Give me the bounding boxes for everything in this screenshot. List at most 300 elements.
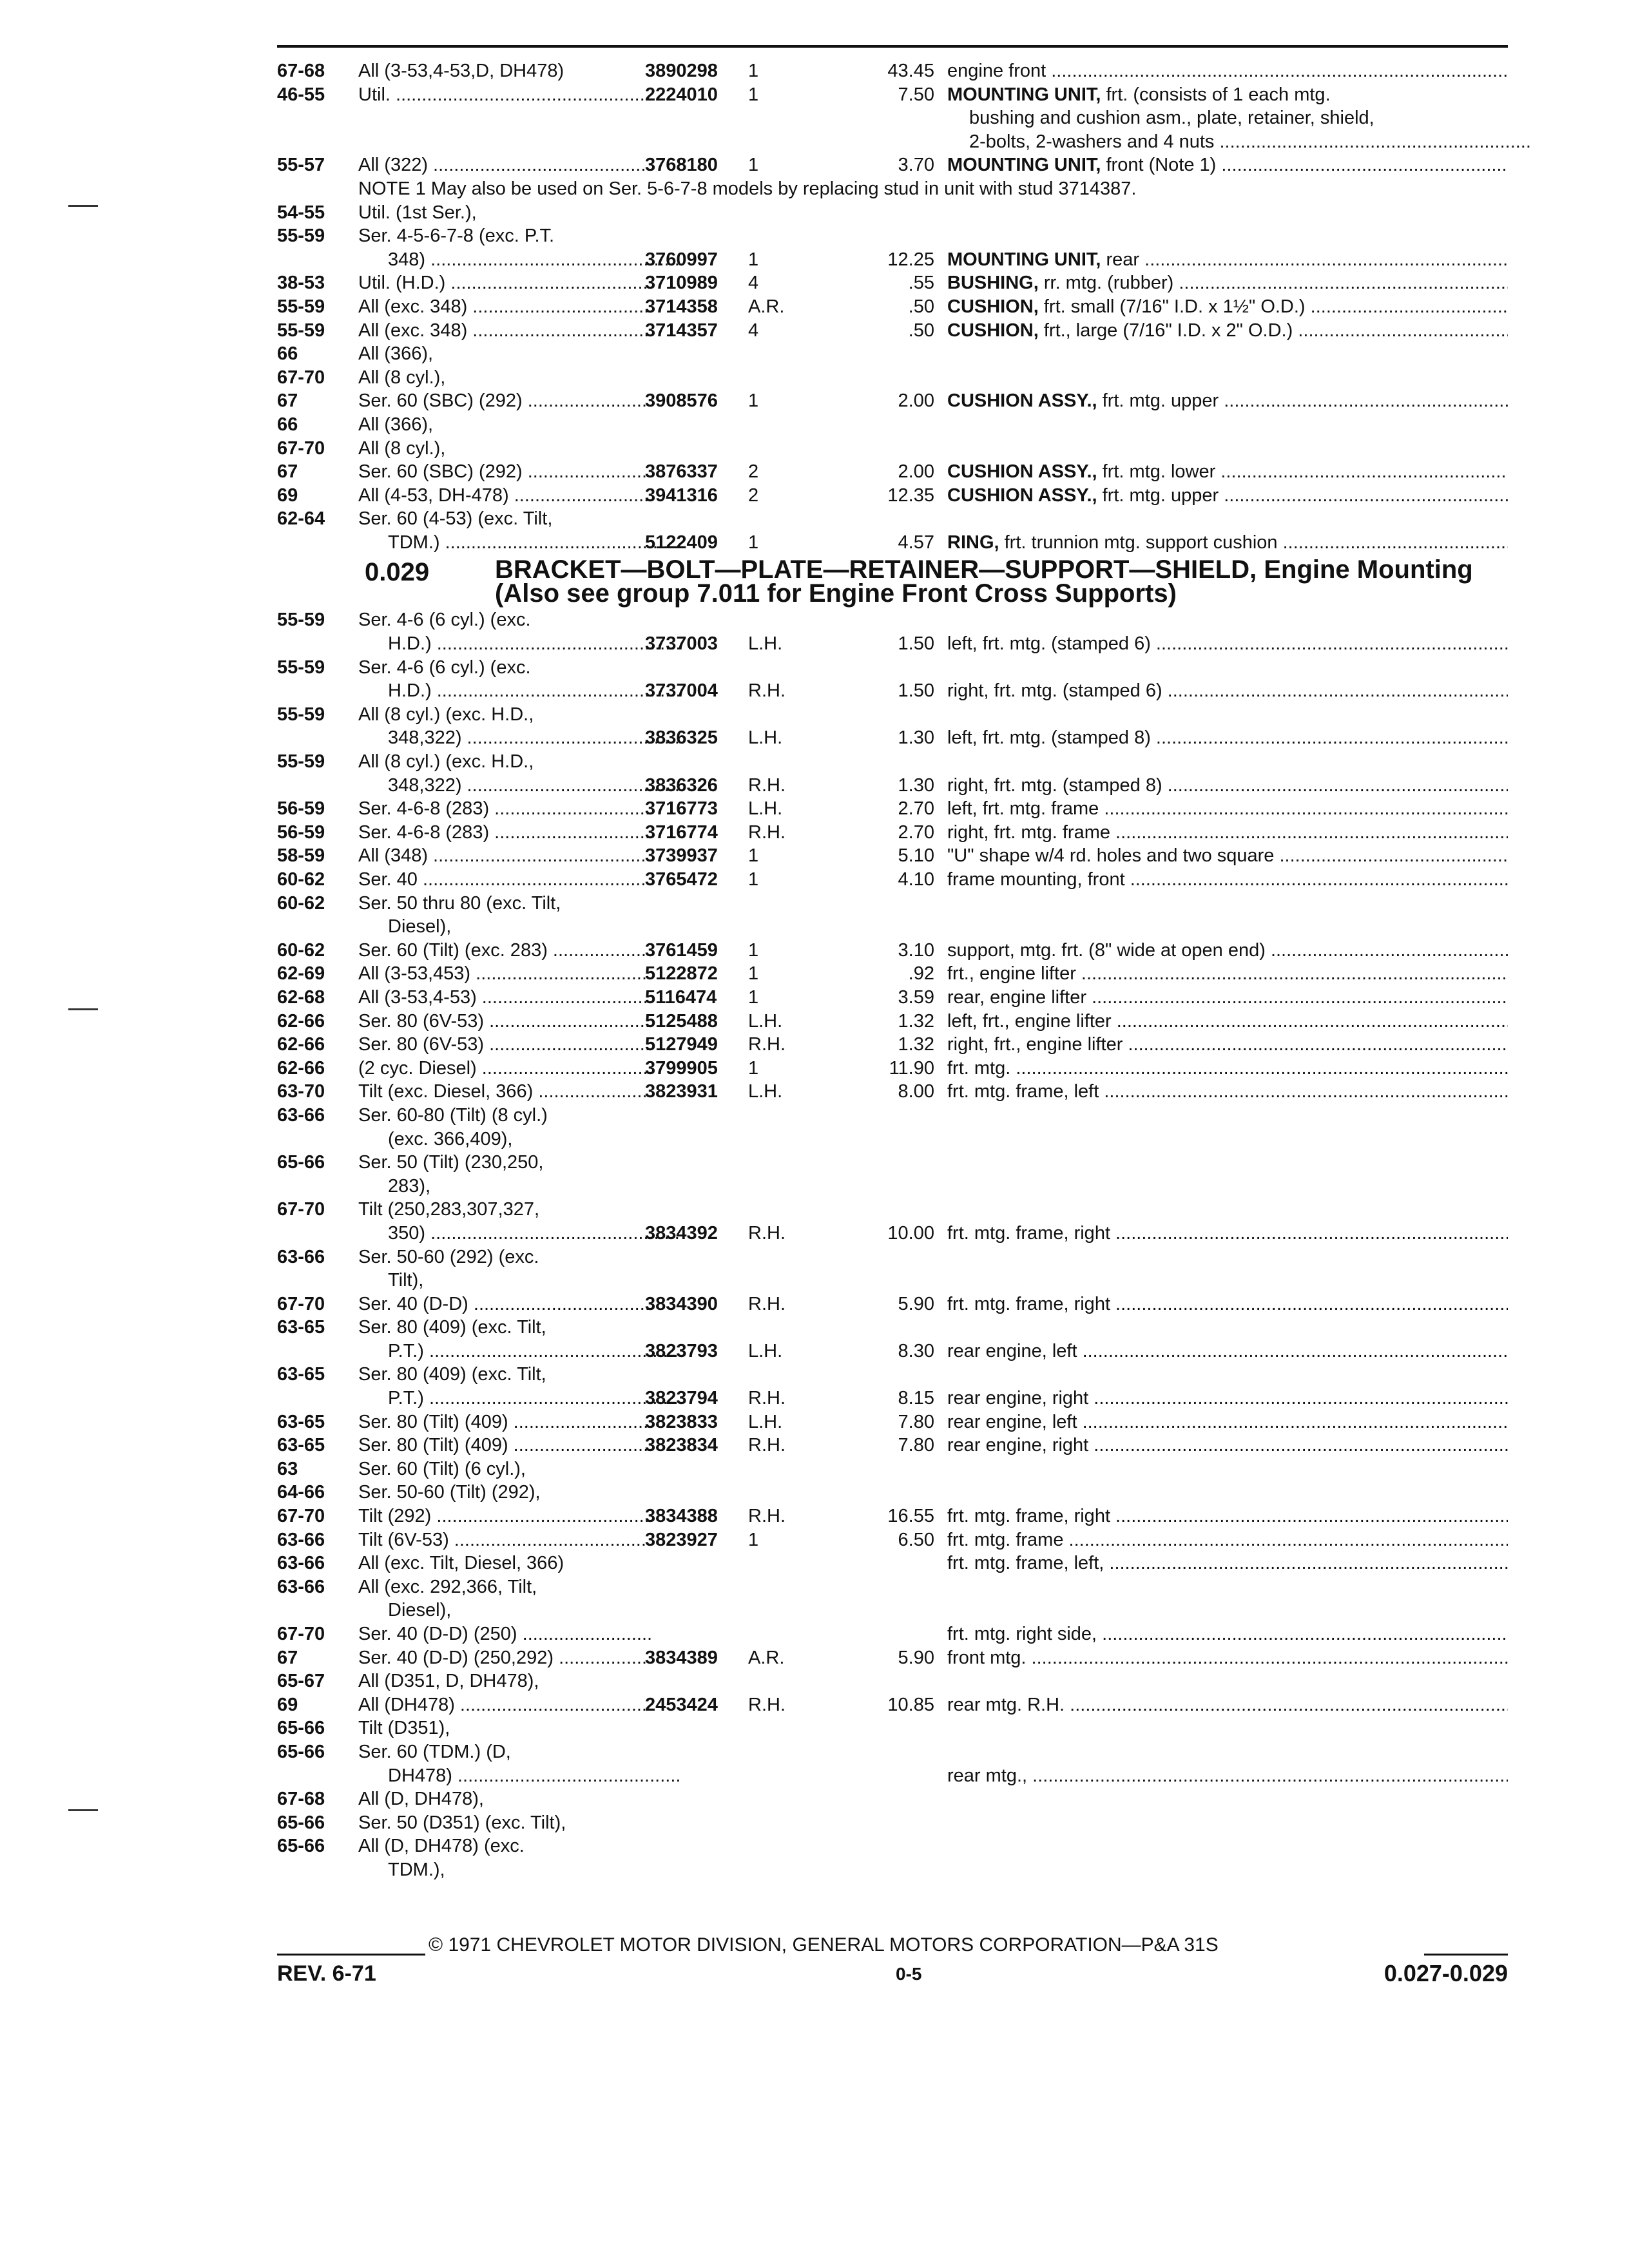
table-row	[277, 153, 1508, 177]
part-description	[947, 460, 1508, 484]
model-application: All (8 cyl.) (exc. H.D.,	[358, 704, 534, 725]
table-row	[277, 1198, 1508, 1222]
model-years: 62-66	[277, 1057, 325, 1079]
part-description	[947, 1552, 1508, 1575]
quantity: L.H.	[748, 633, 783, 655]
footer-rule-right	[1424, 1954, 1508, 1956]
table-row	[277, 632, 1508, 656]
model-years: 56-59	[277, 822, 325, 843]
model-years: 62-64	[277, 508, 325, 530]
parts-table-0029	[277, 608, 1508, 1881]
list-price: 7.80	[898, 1435, 934, 1456]
list-price: 1.30	[898, 774, 934, 796]
table-row	[277, 319, 1508, 343]
table-row	[277, 531, 1508, 555]
quantity: A.R.	[748, 1647, 785, 1668]
model-years: 63-66	[277, 1553, 325, 1574]
description-text: left, frt. mtg. (stamped 8)	[947, 727, 1151, 749]
part-description	[947, 1646, 1508, 1670]
model-years: 58-59	[277, 845, 325, 867]
part-number: 3714357	[645, 320, 718, 341]
table-row	[277, 342, 1508, 366]
table-row	[277, 915, 1508, 939]
part-number: 2453424	[645, 1694, 718, 1715]
part-number: 3823834	[645, 1435, 718, 1456]
list-price: 2.00	[898, 390, 934, 412]
model-years: 63-65	[277, 1411, 325, 1432]
part-description	[947, 1387, 1508, 1410]
quantity: 2	[748, 461, 759, 483]
table-row	[277, 1646, 1508, 1670]
model-years: 69	[277, 485, 298, 506]
part-description	[947, 1528, 1508, 1552]
part-number: 3716774	[645, 822, 718, 843]
quantity: L.H.	[748, 1411, 783, 1432]
table-row	[277, 962, 1508, 986]
table-row	[277, 1504, 1508, 1528]
model-years: 46-55	[277, 84, 325, 105]
table-row	[277, 1151, 1508, 1175]
model-application: Tilt (D351),	[358, 1718, 450, 1739]
part-description	[947, 1434, 1508, 1457]
part-description	[947, 1622, 1508, 1646]
table-row	[277, 248, 1508, 272]
page-footer	[277, 1934, 1508, 1992]
table-row	[277, 1245, 1508, 1269]
part-number: 3823794	[645, 1388, 718, 1409]
quantity: 2	[748, 485, 759, 506]
table-row	[277, 1693, 1508, 1717]
model-application: Ser. 4-6 (6 cyl.) (exc.	[358, 610, 531, 631]
part-name: BUSHING,	[947, 273, 1039, 294]
quantity: L.H.	[748, 1010, 783, 1032]
list-price: 7.50	[898, 84, 934, 105]
list-price: 1.30	[898, 727, 934, 749]
list-price: 8.00	[898, 1081, 934, 1102]
quantity: R.H.	[748, 1435, 786, 1456]
description-text: right, frt., engine lifter	[947, 1034, 1123, 1055]
model-application: All (3-53,4-53) .....	[358, 986, 651, 1010]
quantity: 1	[748, 1057, 759, 1079]
quantity: 1	[748, 61, 759, 81]
list-price: 4.10	[898, 869, 934, 890]
part-name: RING,	[947, 532, 999, 553]
section-heading	[277, 555, 1508, 608]
table-row	[277, 177, 1508, 201]
part-description	[947, 1222, 1508, 1245]
model-application: All (8 cyl.),	[358, 367, 446, 388]
part-description	[947, 1033, 1508, 1057]
model-years: 67-70	[277, 437, 325, 459]
part-number: 3823927	[645, 1529, 718, 1550]
model-application: Ser. 40 (D-D) (250) .....	[358, 1622, 651, 1646]
model-years: 55-57	[277, 155, 325, 176]
model-application: All (exc. 348) .....	[358, 319, 651, 343]
model-application: Ser. 80 (Tilt) (409) .....	[358, 1410, 651, 1434]
table-row	[277, 844, 1508, 868]
model-years: 63-66	[277, 1576, 325, 1597]
list-price: 3.70	[898, 155, 934, 176]
description-text: frt. (consists of 1 each mtg.	[1101, 84, 1331, 105]
list-price: 11.90	[889, 1057, 934, 1079]
part-number: 3941316	[645, 485, 718, 506]
description-text: frt. mtg. frame	[947, 1529, 1064, 1550]
margin-mark	[68, 205, 98, 207]
part-description	[947, 484, 1508, 508]
table-row	[277, 1269, 1508, 1293]
parts-table-0027	[277, 59, 1508, 554]
model-application: (2 cyc. Diesel) .....	[358, 1057, 651, 1081]
model-application: Tilt (250,283,307,327,	[358, 1199, 540, 1220]
model-application: Ser. 4-6 (6 cyl.) (exc.	[358, 657, 531, 678]
description-text: rear engine, right	[947, 1388, 1089, 1409]
page-number: 0-5	[896, 1964, 922, 1984]
model-years: 55-59	[277, 657, 325, 678]
model-years: 55-59	[277, 226, 325, 247]
list-price: 43.45	[887, 61, 934, 81]
model-years: 66	[277, 414, 298, 435]
table-row	[277, 703, 1508, 727]
part-name: CUSHION ASSY.,	[947, 390, 1097, 412]
description-text: frt., large (7/16" I.D. x 2" O.D.)	[1038, 320, 1293, 341]
quantity: 1	[748, 963, 759, 985]
table-row	[277, 726, 1508, 750]
model-application: All (exc. 348) .....	[358, 295, 651, 319]
part-description	[947, 1293, 1508, 1316]
model-application: Ser. 50 (Tilt) (230,250,	[358, 1152, 544, 1173]
model-application: All (322) .....	[358, 153, 651, 177]
model-application: Ser. 4-6-8 (283) .....	[358, 797, 651, 821]
list-price: .92	[908, 963, 934, 985]
table-row	[277, 201, 1508, 225]
part-number: 5122872	[645, 963, 718, 985]
model-years: 62-69	[277, 963, 325, 985]
part-number: 3737003	[645, 633, 718, 655]
model-years: 63-66	[277, 1104, 325, 1126]
table-row	[277, 1010, 1508, 1033]
table-row	[277, 413, 1508, 437]
part-description	[947, 632, 1508, 656]
quantity: L.H.	[748, 1081, 783, 1102]
table-row	[277, 1175, 1508, 1198]
table-row	[277, 1057, 1508, 1081]
part-number: 3765472	[645, 869, 718, 890]
list-price: 3.59	[898, 986, 934, 1008]
part-number: 3823931	[645, 1081, 718, 1102]
part-number: 5122409	[645, 532, 718, 553]
quantity: R.H.	[748, 1293, 786, 1314]
quantity: 1	[748, 84, 759, 105]
list-price: 1.32	[898, 1034, 934, 1055]
model-years: 66	[277, 343, 298, 365]
model-years: 55-59	[277, 320, 325, 341]
table-row	[277, 1669, 1508, 1693]
table-row	[277, 1410, 1508, 1434]
list-price: 3.10	[898, 939, 934, 961]
model-application: Ser. 60 (4-53) (exc. Tilt,	[358, 508, 553, 530]
model-application: Ser. 80 (409) (exc. Tilt,	[358, 1364, 546, 1385]
table-row	[277, 59, 1508, 83]
model-years: 67-68	[277, 61, 325, 81]
table-row	[277, 1104, 1508, 1128]
model-application: Ser. 80 (409) (exc. Tilt,	[358, 1317, 546, 1338]
list-price: 2.70	[898, 822, 934, 843]
table-row	[277, 1716, 1508, 1740]
description-text: frt. mtg. upper	[1097, 485, 1219, 506]
model-application: Ser. 60 (Tilt) (exc. 283) .....	[358, 939, 651, 963]
table-row	[277, 939, 1508, 963]
model-application: All (3-53,453) .....	[358, 962, 651, 986]
table-row	[277, 1552, 1508, 1575]
description-text: frt. trunnion mtg. support cushion	[999, 532, 1278, 553]
part-name: CUSHION,	[947, 320, 1039, 341]
model-years: 67-70	[277, 1506, 325, 1527]
part-name: MOUNTING UNIT,	[947, 155, 1101, 176]
part-number: 3823833	[645, 1411, 718, 1432]
model-application: Diesel),	[388, 1600, 452, 1621]
table-row	[277, 1080, 1508, 1104]
quantity: R.H.	[748, 774, 786, 796]
model-application: TDM.) .....	[358, 531, 681, 555]
part-number: 3908576	[645, 390, 718, 412]
model-application: Tilt (6V-53) .....	[358, 1528, 651, 1552]
part-description	[947, 106, 1530, 130]
list-price: 5.90	[898, 1293, 934, 1314]
description-text: left, frt. mtg. (stamped 6)	[947, 633, 1151, 655]
table-row	[277, 83, 1508, 107]
table-row	[277, 1575, 1508, 1599]
part-number: 5116474	[645, 986, 717, 1008]
part-number: 3876337	[645, 461, 718, 483]
model-application: 348) .....	[358, 248, 681, 272]
quantity: R.H.	[748, 1034, 786, 1055]
model-application: Ser. 80 (6V-53) .....	[358, 1010, 651, 1033]
description-text: rear engine, left	[947, 1340, 1077, 1361]
part-description	[947, 389, 1508, 413]
part-description	[947, 1080, 1508, 1104]
quantity: R.H.	[748, 1222, 786, 1244]
model-application: All (DH478) .....	[358, 1693, 651, 1717]
quantity: R.H.	[748, 822, 786, 843]
model-application: All (348) .....	[358, 844, 651, 868]
description-text: frt. mtg. upper	[1097, 390, 1219, 412]
quantity: R.H.	[748, 680, 786, 702]
group-range: 0.027-0.029	[1383, 1960, 1508, 1986]
model-years: 67-68	[277, 1789, 325, 1810]
model-application: Tilt (292) .....	[358, 1504, 651, 1528]
part-name: MOUNTING UNIT,	[947, 249, 1101, 270]
description-text: right, frt. mtg. (stamped 8)	[947, 774, 1162, 796]
table-row	[277, 1528, 1508, 1552]
model-application: All (366),	[358, 343, 434, 365]
quantity: 1	[748, 1529, 759, 1550]
quantity: R.H.	[748, 1506, 786, 1527]
table-row	[277, 271, 1508, 295]
table-row	[277, 460, 1508, 484]
part-description	[947, 1410, 1508, 1434]
quantity: R.H.	[748, 1694, 786, 1715]
model-years: 67	[277, 461, 298, 483]
model-years: 54-55	[277, 202, 325, 223]
section-number: 0.029	[365, 558, 430, 587]
description-text: 2-bolts, 2-washers and 4 nuts	[969, 131, 1215, 152]
model-years: 65-66	[277, 1718, 325, 1739]
model-years: 62-66	[277, 1010, 325, 1032]
table-row	[277, 1599, 1508, 1622]
table-row	[277, 507, 1508, 531]
model-application: Util. (H.D.) .....	[358, 271, 651, 295]
table-row	[277, 797, 1508, 821]
table-row	[277, 1622, 1508, 1646]
list-price: 16.55	[887, 1506, 934, 1527]
part-description	[947, 295, 1508, 319]
model-years: 63	[277, 1458, 298, 1479]
description-text: support, mtg. frt. (8" wide at open end)	[947, 939, 1266, 961]
list-price: 8.30	[898, 1340, 934, 1361]
table-row	[277, 1128, 1508, 1151]
model-application: Ser. 80 (6V-53) .....	[358, 1033, 651, 1057]
description-text: frt. mtg. lower	[1097, 461, 1216, 483]
model-years: 65-66	[277, 1836, 325, 1857]
table-row	[277, 821, 1508, 845]
table-row	[277, 437, 1508, 461]
part-number: 3799905	[645, 1057, 718, 1079]
model-years: 60-62	[277, 939, 325, 961]
part-description	[947, 531, 1508, 555]
part-description	[947, 153, 1508, 177]
footer-rule-left	[277, 1954, 425, 1956]
part-description	[947, 679, 1508, 703]
model-years: 65-66	[277, 1741, 325, 1762]
model-application: DH478) .....	[358, 1764, 681, 1788]
description-text: frame mounting, front	[947, 869, 1125, 890]
list-price: 8.15	[898, 1388, 934, 1409]
table-row	[277, 656, 1508, 680]
model-years: 65-66	[277, 1152, 325, 1173]
part-description	[947, 1693, 1508, 1717]
quantity: 4	[748, 320, 759, 341]
part-number: 3836326	[645, 774, 718, 796]
table-row	[277, 1834, 1508, 1858]
part-description	[947, 726, 1508, 750]
part-number: 3760997	[645, 249, 718, 270]
part-name: MOUNTING UNIT,	[947, 84, 1101, 105]
list-price: 10.85	[887, 1694, 934, 1715]
model-application: H.D.) .....	[358, 679, 681, 703]
part-description	[947, 271, 1508, 295]
model-years: 63-66	[277, 1529, 325, 1550]
description-text: left, frt. mtg. frame	[947, 798, 1099, 820]
model-years: 63-70	[277, 1081, 325, 1102]
part-number: 3716773	[645, 798, 718, 820]
table-row	[277, 608, 1508, 632]
part-description	[947, 319, 1508, 343]
table-row	[277, 106, 1508, 130]
model-application: H.D.) .....	[358, 632, 681, 656]
description-text: right, frt. mtg. frame	[947, 822, 1110, 843]
note-text: NOTE 1 May also be used on Ser. 5-6-7-8 models by replacing stud in unit with stud 3714387.	[358, 178, 1137, 199]
description-text: rear mtg. R.H.	[947, 1694, 1065, 1715]
table-row	[277, 868, 1508, 892]
model-application: P.T.) .....	[358, 1340, 681, 1363]
table-row	[277, 484, 1508, 508]
model-application: Ser. 60-80 (Tilt) (8 cyl.)	[358, 1104, 548, 1126]
table-row	[277, 892, 1508, 916]
part-number: 3737004	[645, 680, 718, 702]
model-application: All (D, DH478) (exc.	[358, 1836, 525, 1857]
description-text: frt. mtg. right side,	[947, 1624, 1097, 1644]
model-application: Ser. 40 .....	[358, 868, 651, 892]
model-application: Tilt),	[388, 1270, 424, 1291]
part-number: 3768180	[645, 155, 718, 176]
model-years: 63-65	[277, 1435, 325, 1456]
model-years: 62-66	[277, 1034, 325, 1055]
table-row	[277, 1222, 1508, 1245]
part-number: 3710989	[645, 273, 718, 294]
table-row	[277, 224, 1508, 248]
table-row	[277, 679, 1508, 703]
part-description	[947, 59, 1508, 83]
part-number: 3761459	[645, 939, 718, 961]
part-description	[947, 1504, 1508, 1528]
table-row	[277, 1316, 1508, 1340]
model-application: All (366),	[358, 414, 434, 435]
model-application: 283),	[388, 1175, 431, 1196]
quantity: R.H.	[748, 1388, 786, 1409]
model-years: 65-67	[277, 1671, 325, 1692]
model-application: Ser. 50-60 (Tilt) (292),	[358, 1482, 541, 1503]
part-number: 3834390	[645, 1293, 718, 1314]
quantity: 1	[748, 532, 759, 553]
part-description	[947, 939, 1508, 963]
description-text: front mtg.	[947, 1647, 1027, 1668]
model-application: All (exc. Tilt, Diesel, 366)	[358, 1553, 564, 1574]
quantity: L.H.	[748, 1340, 783, 1361]
part-description	[947, 1010, 1508, 1033]
quantity: 1	[748, 845, 759, 867]
description-text: frt. mtg. frame, right	[947, 1293, 1110, 1314]
description-text: engine front	[947, 61, 1046, 81]
revision-label: REV. 6-71	[277, 1961, 376, 1986]
part-name: CUSHION ASSY.,	[947, 461, 1097, 483]
quantity: 4	[748, 273, 759, 294]
margin-mark	[68, 1008, 98, 1010]
list-price: 12.35	[887, 485, 934, 506]
model-years: 63-66	[277, 1246, 325, 1267]
part-number: 3834392	[645, 1222, 718, 1244]
quantity: 1	[748, 986, 759, 1008]
model-years: 55-59	[277, 704, 325, 725]
model-application: Ser. 4-5-6-7-8 (exc. P.T.	[358, 226, 555, 247]
list-price: .50	[908, 320, 934, 341]
part-number: 5127949	[645, 1034, 718, 1055]
quantity: A.R.	[748, 296, 785, 317]
model-years: 67-70	[277, 1293, 325, 1314]
part-number: 3836325	[645, 727, 718, 749]
model-years: 64-66	[277, 1482, 325, 1503]
description-text: frt. mtg. frame, right	[947, 1222, 1110, 1244]
part-description	[947, 1764, 1508, 1788]
description-text: frt. small (7/16" I.D. x 1½" O.D.)	[1038, 296, 1306, 317]
model-application: Ser. 50-60 (292) (exc.	[358, 1246, 539, 1267]
model-years: 67	[277, 390, 298, 412]
model-application: Tilt (exc. Diesel, 366) .....	[358, 1080, 651, 1104]
description-text: rear	[1101, 249, 1140, 270]
list-price: 2.00	[898, 461, 934, 483]
section-title: BRACKET—BOLT—PLATE—RETAINER—SUPPORT—SHIELD, Engine Mounting (Also see group 7.011 for Engine Front Cross Supports)	[495, 555, 1473, 608]
model-application: 348,322) .....	[358, 774, 681, 798]
list-price: .50	[908, 296, 934, 317]
